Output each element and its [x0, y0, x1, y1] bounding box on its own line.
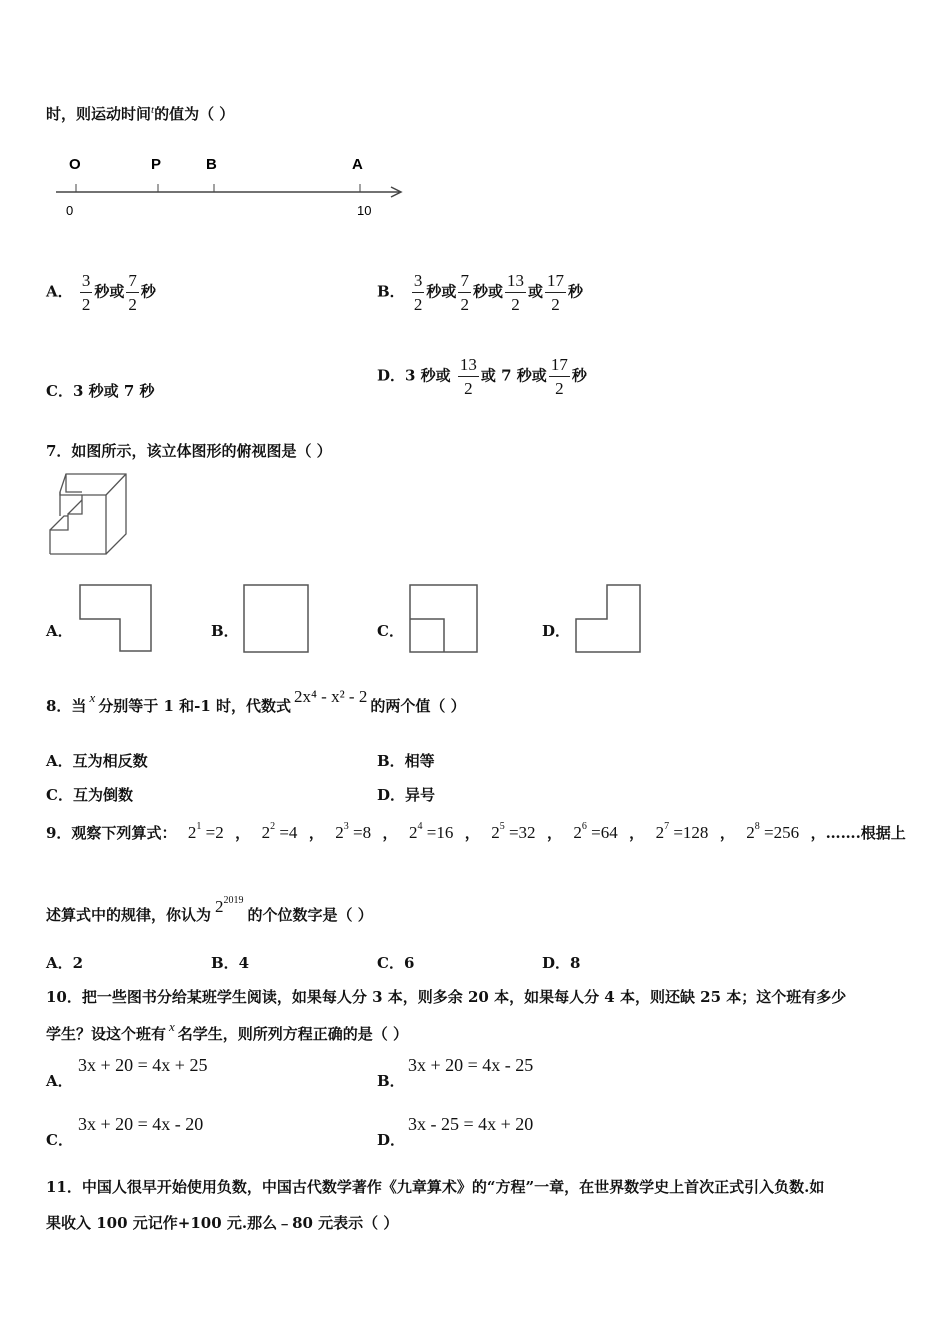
q7-option-d-figure[interactable]	[575, 584, 643, 654]
q8-option-c[interactable]: C．互为倒数	[46, 786, 133, 804]
q10-option-c-equation[interactable]: 3x + 20 = 4x - 20	[78, 1114, 204, 1134]
q11-stem-line1: 11．中国人很早开始使用负数，中国古代数学著作《九章算术》的“方程”一章，在世界数学史上首次正式引入负数.如	[46, 1178, 825, 1196]
q6-option-c[interactable]: C．3 秒或 7 秒	[46, 382, 155, 400]
power-expr: $2^8 =256$	[746, 821, 800, 842]
point-b-label: B	[206, 156, 217, 173]
point-p-label: P	[151, 156, 162, 173]
fraction: $\frac{7}{2}$	[128, 271, 137, 314]
q6-stem: 时，则运动时间$^t$的值为（ ）	[46, 104, 235, 123]
tick-label-10: 10	[357, 203, 372, 218]
q7-option-a-label[interactable]: A．	[46, 622, 73, 640]
tick-label-0: 0	[66, 203, 74, 218]
q7-option-a-figure[interactable]	[78, 583, 154, 653]
q9-option-a[interactable]: A．2	[46, 954, 84, 972]
q8-option-a[interactable]: A．互为相反数	[46, 752, 148, 770]
q7-stem: 7．如图所示，该立体图形的俯视图是（ ）	[46, 442, 332, 460]
q7-option-c-label[interactable]: C．	[377, 622, 404, 640]
fraction: $\frac{17}{2}$	[546, 271, 564, 314]
q10-option-b-label[interactable]: B．	[377, 1072, 405, 1090]
q7-option-d-label[interactable]: D．	[542, 622, 571, 640]
q9-option-d[interactable]: D．8	[542, 954, 581, 972]
q9-stem-line2: 述算式中的规律，你认为 $2^{2019}$的个位数字是（ ）	[46, 895, 373, 924]
q10-option-b-equation[interactable]: 3x + 20 = 4x - 25	[408, 1055, 534, 1075]
power-expr: $2^7 =128$	[655, 821, 709, 842]
power-2-2019: $2^{2019}$	[215, 895, 244, 916]
q6-option-b[interactable]: B． $\frac{3}{2}$ 秒或 $\frac{7}{2}$ 秒或 $\frac{13}{2}$ 或 $\frac{17}{2}$ 秒	[377, 271, 583, 314]
q10-option-c-label[interactable]: C．	[46, 1131, 73, 1149]
q8-option-b[interactable]: B．相等	[377, 752, 435, 770]
q9-option-c[interactable]: C．6	[377, 954, 415, 972]
q8-stem: 8．当 x 分别等于 1 和-1 时，代数式 2x⁴ - x² - 2 的两个值（ ）	[46, 687, 466, 715]
q7-option-c-figure[interactable]	[409, 584, 479, 654]
q10-option-a-label[interactable]: A．	[46, 1072, 73, 1090]
q10-stem-line2: 学生？设这个班有 x 名学生，则所列方程正确的是（ ）	[46, 1019, 409, 1043]
q10-option-d-equation[interactable]: 3x - 25 = 4x + 20	[408, 1114, 534, 1134]
q10-stem-line1: 10．把一些图书分给某班学生阅读，如果每人分 3 本，则多余 20 本，如果每人分 4 本，则还缺 25 本；这个班有多少	[46, 988, 847, 1006]
point-a-label: A	[352, 156, 363, 173]
q10-option-d-label[interactable]: D．	[377, 1131, 406, 1149]
q9-option-b[interactable]: B．4	[211, 954, 250, 972]
q9-stem-line1: 9．观察下列算式： $2^1 =2$ ， $2^2 =4$ ， $2^3 =8$ ， $2^4 =16$ ， $2^5 =32$ ， $2^6 =64$ ， $2^7 =128$ ， $2^8 =256$ ，…….根据上	[46, 821, 906, 842]
fraction: $\frac{13}{2}$	[506, 271, 524, 314]
q6-option-a[interactable]: A． $\frac{3}{2}$ 秒或 $\frac{7}{2}$ 秒	[46, 271, 156, 314]
power-expr: $2^4 =16$	[408, 821, 454, 842]
power-expr: $2^6 =64$	[573, 821, 618, 842]
fraction: $\frac{17}{2}$	[550, 355, 568, 398]
fraction: $\frac{13}{2}$	[459, 355, 477, 398]
power-expr: $2^5 =32$	[491, 821, 536, 842]
q11-stem-line2: 果收入 100 元记作+100 元.那么﹣80 元表示（ ）	[46, 1214, 399, 1232]
q8-expression: 2x⁴ - x² - 2	[294, 687, 368, 706]
q8-option-d[interactable]: D．异号	[377, 786, 436, 804]
q7-option-b-label[interactable]: B．	[211, 622, 239, 640]
fraction: $\frac{3}{2}$	[81, 271, 91, 314]
point-o-label: O	[69, 156, 81, 173]
power-expr: $2^2 =4$	[261, 821, 298, 842]
q10-option-a-equation[interactable]: 3x + 20 = 4x + 25	[78, 1055, 208, 1075]
power-expr: $2^1 =2$	[187, 821, 224, 842]
q6-option-d[interactable]: D．3 秒或 $\frac{13}{2}$ 或 7 秒或 $\frac{17}{2}$ 秒	[377, 355, 587, 398]
number-line	[50, 150, 410, 225]
q6-var-t: t	[151, 104, 155, 116]
power-expr: $2^3 =8$	[335, 821, 372, 842]
fraction: $\frac{3}{2}$	[413, 271, 423, 314]
fraction: $\frac{7}{2}$	[460, 271, 469, 314]
solid-figure	[46, 470, 131, 560]
q7-option-b-figure[interactable]	[243, 584, 309, 654]
